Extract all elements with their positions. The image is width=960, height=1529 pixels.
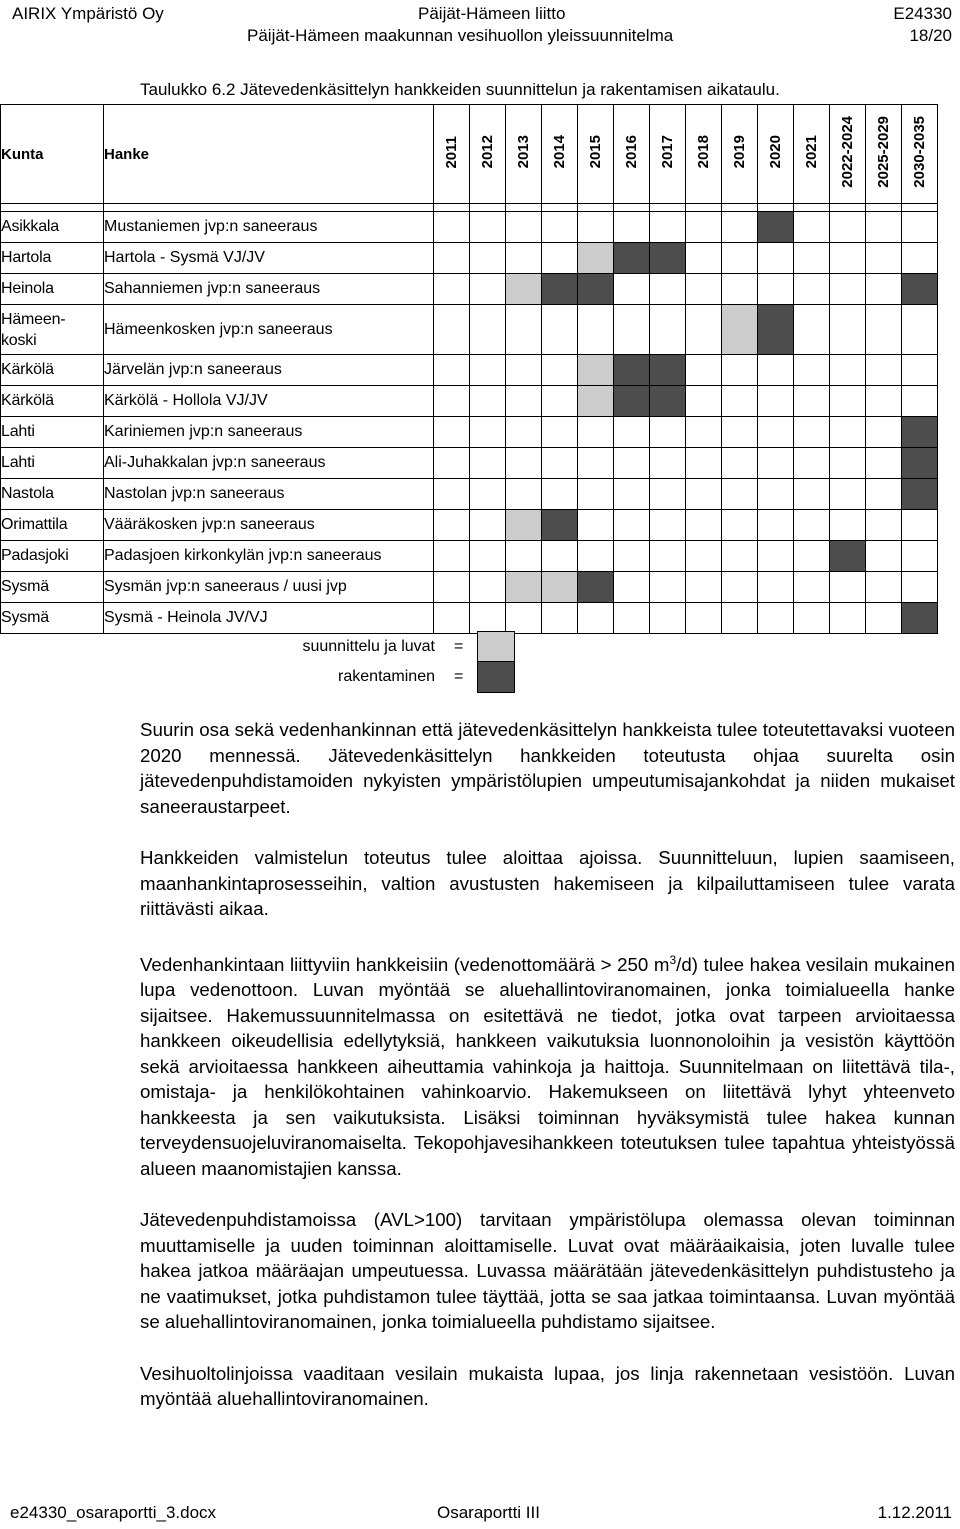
schedule-cell <box>470 572 506 603</box>
schedule-cell <box>686 386 722 417</box>
schedule-cell <box>506 603 542 634</box>
schedule-cell <box>794 274 830 305</box>
schedule-cell <box>614 603 650 634</box>
schedule-cell <box>434 355 470 386</box>
schedule-cell <box>470 541 506 572</box>
schedule-cell <box>470 243 506 274</box>
municipality-cell: Hartola <box>1 243 104 274</box>
schedule-cell <box>794 212 830 243</box>
schedule-cell <box>722 355 758 386</box>
schedule-cell <box>794 448 830 479</box>
schedule-cell <box>722 479 758 510</box>
schedule-cell <box>866 212 902 243</box>
municipality-cell: Lahti <box>1 448 104 479</box>
schedule-cell <box>578 541 614 572</box>
construction-cell <box>902 417 938 448</box>
schedule-cell <box>686 305 722 355</box>
schedule-cell <box>686 243 722 274</box>
schedule-cell <box>470 386 506 417</box>
schedule-cell <box>866 448 902 479</box>
schedule-cell <box>506 541 542 572</box>
schedule-cell <box>830 305 866 355</box>
planning-cell <box>506 274 542 305</box>
schedule-cell <box>542 417 578 448</box>
document-title: Päijät-Hämeen maakunnan vesihuollon yleissuunnitelma <box>247 26 674 45</box>
year-header: 2030-2035 <box>902 105 938 204</box>
municipality-cell: Sysmä <box>1 603 104 634</box>
paragraph: Hankkeiden valmistelun toteutus tulee aloittaa ajoissa. Suunnitteluun, lupien saamiseen, maanhankintaprosesseihin, valtion avustusten hakemiseen ja kilpailuttamiseen tulee varata riittävästi aikaa. <box>140 847 955 919</box>
construction-cell <box>830 541 866 572</box>
schedule-cell <box>542 448 578 479</box>
schedule-cell <box>434 541 470 572</box>
schedule-cell <box>650 305 686 355</box>
project-cell: Mustaniemen jvp:n saneeraus <box>104 212 434 243</box>
construction-cell <box>902 274 938 305</box>
schedule-cell <box>686 417 722 448</box>
schedule-cell <box>614 212 650 243</box>
project-cell: Kariniemen jvp:n saneeraus <box>104 417 434 448</box>
table-caption: Taulukko 6.2 Jätevedenkäsittelyn hankkeiden suunnittelun ja rakentamisen aikataulu. <box>140 80 780 99</box>
paragraph: Vesihuoltolinjoissa vaaditaan vesilain mukaista lupaa, jos linja rakennetaan vesistöön. Luvan myöntää aluehallintoviranomainen. <box>140 1362 955 1410</box>
schedule-cell <box>434 274 470 305</box>
schedule-table <box>0 104 938 634</box>
schedule-cell <box>650 510 686 541</box>
schedule-cell <box>434 603 470 634</box>
year-header: 2016 <box>614 105 650 204</box>
schedule-cell <box>758 510 794 541</box>
schedule-cell <box>866 417 902 448</box>
schedule-cell <box>542 355 578 386</box>
schedule-cell <box>650 212 686 243</box>
schedule-cell <box>758 243 794 274</box>
municipality-cell: Lahti <box>1 417 104 448</box>
schedule-cell <box>650 448 686 479</box>
table-row <box>1 212 938 243</box>
schedule-cell <box>542 603 578 634</box>
schedule-cell <box>650 417 686 448</box>
table-row <box>1 355 938 386</box>
schedule-cell <box>614 417 650 448</box>
construction-cell <box>614 355 650 386</box>
year-header: 2019 <box>722 105 758 204</box>
project-cell: Nastolan jvp:n saneeraus <box>104 479 434 510</box>
footer-date: 1.12.2011 <box>877 1503 952 1522</box>
client-name: Päijät-Hämeen liitto <box>418 4 566 23</box>
schedule-cell <box>578 510 614 541</box>
table-row <box>1 448 938 479</box>
schedule-cell <box>614 510 650 541</box>
schedule-cell <box>794 479 830 510</box>
schedule-cell <box>434 305 470 355</box>
schedule-cell <box>758 603 794 634</box>
construction-cell <box>614 386 650 417</box>
schedule-cell <box>830 355 866 386</box>
table-row <box>1 305 938 355</box>
schedule-cell <box>758 274 794 305</box>
construction-cell <box>902 448 938 479</box>
header-kunta: Kunta <box>1 105 104 204</box>
schedule-cell <box>686 212 722 243</box>
footer-report: Osaraportti III <box>437 1503 540 1522</box>
schedule-cell <box>434 572 470 603</box>
company-name: AIRIX Ympäristö Oy <box>12 4 164 23</box>
schedule-cell <box>542 541 578 572</box>
schedule-cell <box>830 510 866 541</box>
schedule-cell <box>434 243 470 274</box>
schedule-cell <box>866 572 902 603</box>
schedule-cell <box>902 305 938 355</box>
table-row <box>1 572 938 603</box>
schedule-cell <box>434 212 470 243</box>
table-row <box>1 243 938 274</box>
year-header: 2015 <box>578 105 614 204</box>
construction-cell <box>650 386 686 417</box>
schedule-cell <box>686 541 722 572</box>
schedule-cell <box>758 355 794 386</box>
schedule-cell <box>758 386 794 417</box>
schedule-cell <box>578 603 614 634</box>
schedule-cell <box>650 572 686 603</box>
schedule-cell <box>650 479 686 510</box>
schedule-cell <box>470 479 506 510</box>
project-cell: Padasjoen kirkonkylän jvp:n saneeraus <box>104 541 434 572</box>
schedule-cell <box>866 541 902 572</box>
schedule-cell <box>470 355 506 386</box>
project-cell: Hämeenkosken jvp:n saneeraus <box>104 305 434 355</box>
municipality-cell: Kärkölä <box>1 355 104 386</box>
schedule-cell <box>542 386 578 417</box>
legend-planning-swatch <box>477 631 515 663</box>
schedule-cell <box>722 541 758 572</box>
schedule-cell <box>578 305 614 355</box>
schedule-cell <box>830 386 866 417</box>
schedule-cell <box>722 417 758 448</box>
schedule-cell <box>866 603 902 634</box>
schedule-cell <box>506 386 542 417</box>
municipality-cell: Orimattila <box>1 510 104 541</box>
schedule-cell <box>578 448 614 479</box>
year-header: 2025-2029 <box>866 105 902 204</box>
legend-planning-eq: = <box>454 638 464 655</box>
schedule-cell <box>794 541 830 572</box>
schedule-cell <box>686 572 722 603</box>
year-header: 2022-2024 <box>830 105 866 204</box>
schedule-cell <box>794 510 830 541</box>
planning-cell <box>506 510 542 541</box>
legend-construction-swatch <box>477 661 515 693</box>
construction-cell <box>902 479 938 510</box>
schedule-cell <box>506 355 542 386</box>
project-cell: Sysmä - Heinola JV/VJ <box>104 603 434 634</box>
schedule-cell <box>794 572 830 603</box>
schedule-cell <box>470 448 506 479</box>
schedule-cell <box>758 479 794 510</box>
construction-cell <box>542 274 578 305</box>
schedule-cell <box>902 572 938 603</box>
planning-cell <box>578 243 614 274</box>
schedule-cell <box>434 510 470 541</box>
schedule-cell <box>578 212 614 243</box>
schedule-cell <box>614 541 650 572</box>
schedule-cell <box>902 386 938 417</box>
schedule-cell <box>722 212 758 243</box>
construction-cell <box>614 243 650 274</box>
schedule-cell <box>506 305 542 355</box>
schedule-cell <box>830 448 866 479</box>
year-header: 2017 <box>650 105 686 204</box>
project-cell: Sysmän jvp:n saneeraus / uusi jvp <box>104 572 434 603</box>
schedule-cell <box>794 603 830 634</box>
year-header: 2020 <box>758 105 794 204</box>
project-cell: Sahanniemen jvp:n saneeraus <box>104 274 434 305</box>
schedule-cell <box>686 274 722 305</box>
schedule-cell <box>650 603 686 634</box>
schedule-cell <box>830 243 866 274</box>
table-row <box>1 274 938 305</box>
schedule-cell <box>434 386 470 417</box>
schedule-cell <box>866 305 902 355</box>
schedule-cell <box>470 603 506 634</box>
construction-cell <box>902 603 938 634</box>
construction-cell <box>578 572 614 603</box>
municipality-cell: Nastola <box>1 479 104 510</box>
schedule-cell <box>506 448 542 479</box>
schedule-cell <box>650 541 686 572</box>
legend-planning-label: suunnittelu ja luvat <box>302 638 435 655</box>
planning-cell <box>542 572 578 603</box>
schedule-cell <box>866 274 902 305</box>
schedule-cell <box>686 355 722 386</box>
schedule-cell <box>614 572 650 603</box>
schedule-cell <box>758 572 794 603</box>
schedule-cell <box>722 510 758 541</box>
schedule-cell <box>686 448 722 479</box>
header-spacer-row <box>1 204 938 212</box>
schedule-cell <box>866 510 902 541</box>
schedule-cell <box>794 386 830 417</box>
schedule-cell <box>614 305 650 355</box>
construction-cell <box>758 212 794 243</box>
schedule-cell <box>902 510 938 541</box>
project-cell: Järvelän jvp:n saneeraus <box>104 355 434 386</box>
municipality-cell: Asikkala <box>1 212 104 243</box>
table-header-row <box>1 105 938 204</box>
schedule-cell <box>434 448 470 479</box>
schedule-cell <box>830 572 866 603</box>
footer-filename: e24330_osaraportti_3.docx <box>10 1503 217 1522</box>
schedule-cell <box>722 274 758 305</box>
schedule-body <box>1 212 938 634</box>
planning-cell <box>578 386 614 417</box>
paragraph: Vedenhankintaan liittyviin hankkeisiin (vedenottomäärä > 250 $m^3/d$) tulee hakea vesilain mukainen lupa vedenottoon. Luvan myöntää se aluehallintoviranomainen, jonka toimialueella hanke sijaitsee. Hakemussuunnitelmassa on esitettävä ne tiedot, jotka ovat tarpeen arvioitaessa hankkeen oikeudellisia edellytyksiä, hankkeen vaikutuksia luonnonoloihin ja vesistön käyttöön sekä arvioitaessa hankkeen aiheuttamia vahinkoja ja haittoja. Suunnitelmaan on liitettävä tila-, omistaja- ja henkilökohtainen vahinkoarvio. Hakemukseen on liitettävä lyhyt yhteenveto hankkeesta ja sen vaikutuksista. Lisäksi toiminnan hyväksymistä tulee hakea kunnan terveydensuojeluviranomaiselta. Tekopohjavesihankkeen toteutuksen tulee tapahtua yhteistyössä alueen maanomistajien kanssa. <box>140 952 955 1179</box>
schedule-cell <box>542 212 578 243</box>
table-row <box>1 510 938 541</box>
municipality-cell: Hämeen- koski <box>1 305 104 355</box>
planning-cell <box>578 355 614 386</box>
year-header: 2021 <box>794 105 830 204</box>
schedule-cell <box>506 417 542 448</box>
table-row <box>1 479 938 510</box>
table-row <box>1 386 938 417</box>
schedule-cell <box>470 305 506 355</box>
schedule-cell <box>614 274 650 305</box>
year-header: 2013 <box>506 105 542 204</box>
schedule-cell <box>902 355 938 386</box>
schedule-cell <box>434 417 470 448</box>
schedule-cell <box>506 479 542 510</box>
table-row <box>1 541 938 572</box>
year-header: 2011 <box>434 105 470 204</box>
schedule-cell <box>866 386 902 417</box>
schedule-cell <box>470 212 506 243</box>
schedule-cell <box>434 479 470 510</box>
schedule-cell <box>578 479 614 510</box>
legend-construction-eq: = <box>454 668 464 685</box>
schedule-cell <box>794 305 830 355</box>
schedule-cell <box>722 386 758 417</box>
schedule-cell <box>794 355 830 386</box>
schedule-cell <box>506 243 542 274</box>
schedule-cell <box>830 212 866 243</box>
schedule-cell <box>830 274 866 305</box>
schedule-cell <box>902 243 938 274</box>
project-cell: Ali-Juhakkalan jvp:n saneeraus <box>104 448 434 479</box>
schedule-cell <box>866 243 902 274</box>
table-row <box>1 417 938 448</box>
construction-cell <box>578 274 614 305</box>
project-code: E24330 <box>893 4 952 23</box>
schedule-cell <box>470 274 506 305</box>
schedule-cell <box>470 417 506 448</box>
schedule-cell <box>614 448 650 479</box>
schedule-cell <box>578 417 614 448</box>
schedule-cell <box>542 305 578 355</box>
schedule-cell <box>686 510 722 541</box>
header-hanke: Hanke <box>104 105 434 204</box>
paragraph: Suurin osa sekä vedenhankinnan että jätevedenkäsittelyn hankkeista tulee toteutettavaksi vuoteen 2020 mennessä. Jätevedenkäsittelyn hankkeiden toteutusta ohjaa suurelta osin jätevedenpuhdistamoiden nykyisten ympäristölupien umpeutumisajankohdat ja niiden mukaiset saneeraustarpeet. <box>140 719 955 817</box>
page-number: 18/20 <box>909 26 952 45</box>
year-header: 2014 <box>542 105 578 204</box>
schedule-cell <box>542 479 578 510</box>
legend-construction-label: rakentaminen <box>338 668 435 685</box>
municipality-cell: Kärkölä <box>1 386 104 417</box>
construction-cell <box>650 243 686 274</box>
construction-cell <box>542 510 578 541</box>
table-row <box>1 603 938 634</box>
construction-cell <box>650 355 686 386</box>
municipality-cell: Padasjoki <box>1 541 104 572</box>
schedule-cell <box>686 603 722 634</box>
construction-cell <box>758 305 794 355</box>
project-cell: Hartola - Sysmä VJ/JV <box>104 243 434 274</box>
schedule-cell <box>794 243 830 274</box>
schedule-cell <box>722 603 758 634</box>
schedule-cell <box>722 572 758 603</box>
schedule-cell <box>830 479 866 510</box>
planning-cell <box>722 305 758 355</box>
project-cell: Vääräkosken jvp:n saneeraus <box>104 510 434 541</box>
schedule-cell <box>902 541 938 572</box>
schedule-cell <box>866 355 902 386</box>
schedule-cell <box>614 479 650 510</box>
body-text <box>140 717 955 1438</box>
paragraph: Jätevedenpuhdistamoissa (AVL>100) tarvitaan ympäristölupa olemassa olevan toiminnan muuttamiselle ja uuden toiminnan aloittamiselle. Luvat ovat määräaikaisia, joten luvalle tulee hakea jatkoa määräajan umpeutuessa. Luvassa määrätään jätevedenkäsittelyn puhdistusteho ja ne vaatimukset, jotka puhdistamon tulee täyttää, jotta se saa jatkaa toimintaansa. Luvan myöntää se aluehallintoviranomainen, jonka toimialueella puhdistamo sijaitsee. <box>140 1209 955 1333</box>
municipality-cell: Heinola <box>1 274 104 305</box>
schedule-cell <box>830 417 866 448</box>
municipality-cell: Sysmä <box>1 572 104 603</box>
schedule-cell <box>794 417 830 448</box>
planning-cell <box>506 572 542 603</box>
schedule-cell <box>758 541 794 572</box>
schedule-cell <box>722 243 758 274</box>
schedule-cell <box>650 274 686 305</box>
year-header: 2012 <box>470 105 506 204</box>
schedule-cell <box>758 417 794 448</box>
project-cell: Kärkölä - Hollola VJ/JV <box>104 386 434 417</box>
schedule-cell <box>866 479 902 510</box>
year-header: 2018 <box>686 105 722 204</box>
schedule-cell <box>542 243 578 274</box>
schedule-cell <box>470 510 506 541</box>
schedule-cell <box>830 603 866 634</box>
schedule-cell <box>758 448 794 479</box>
schedule-cell <box>722 448 758 479</box>
schedule-cell <box>902 212 938 243</box>
schedule-cell <box>686 479 722 510</box>
schedule-cell <box>506 212 542 243</box>
